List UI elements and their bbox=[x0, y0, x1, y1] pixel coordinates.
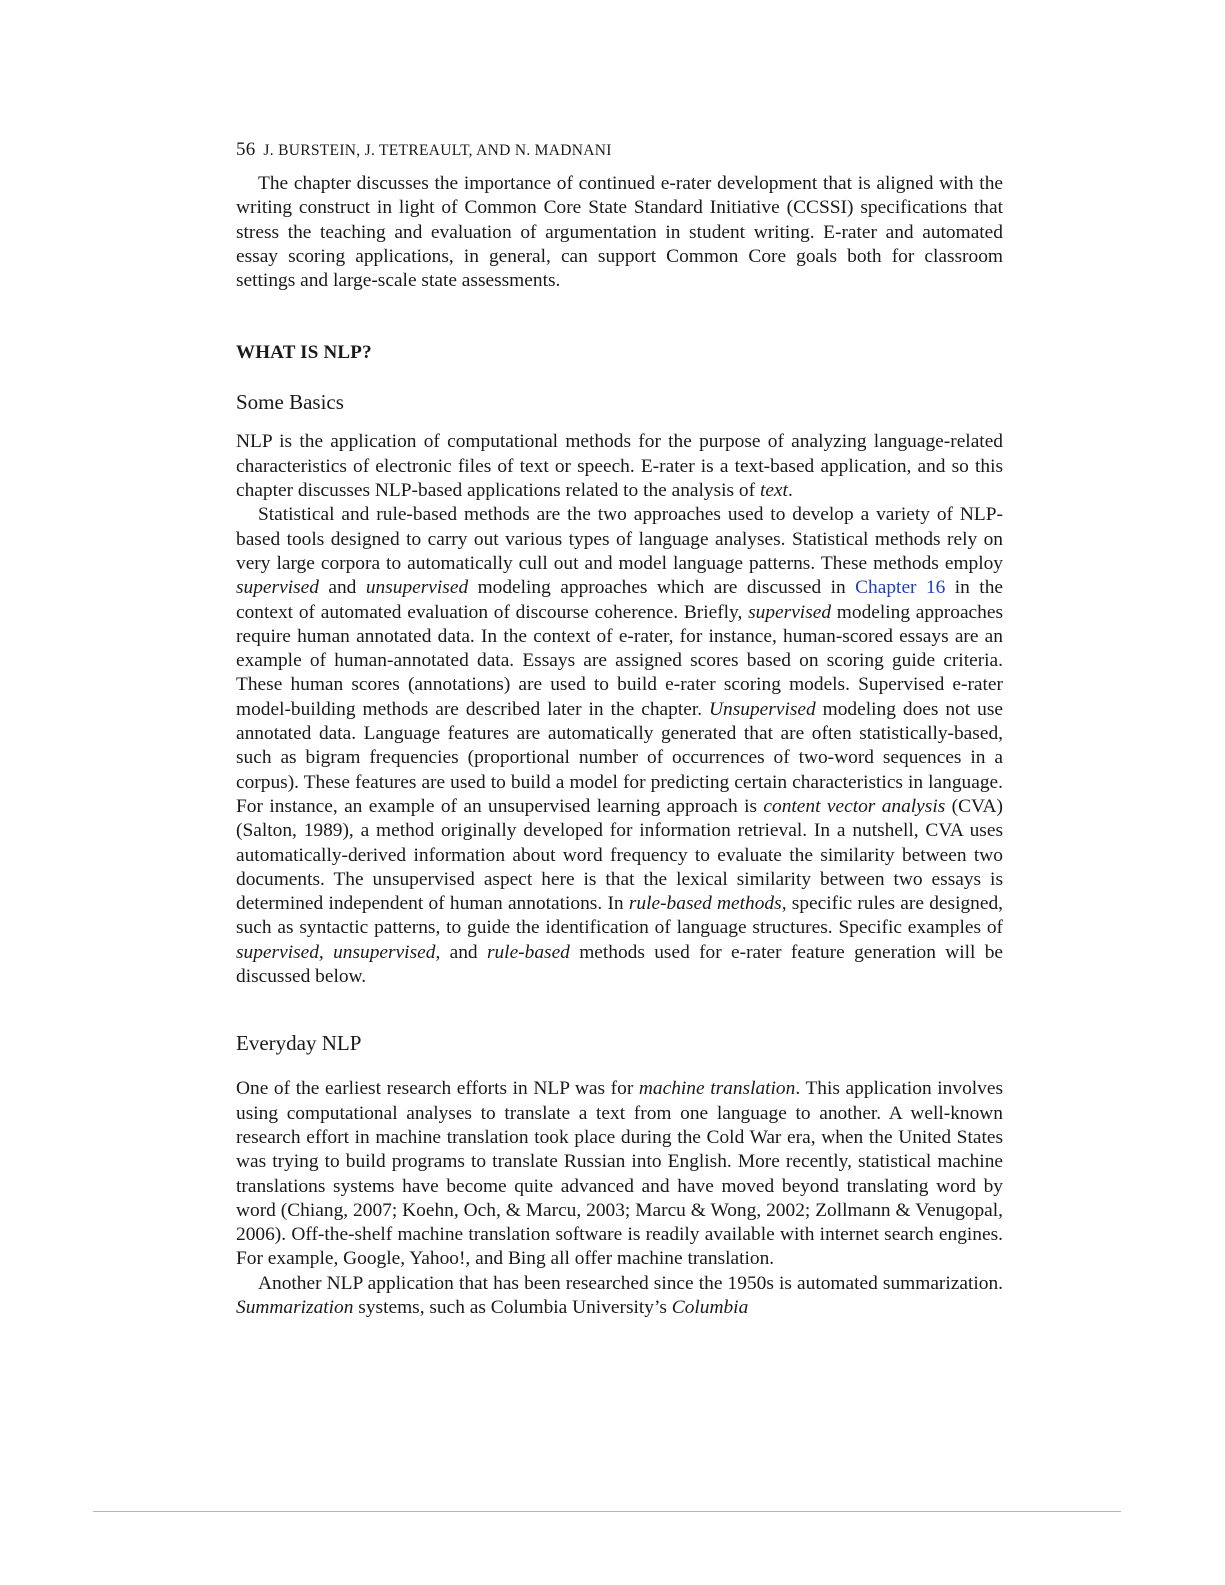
intro-paragraph: The chapter discusses the importance of continued e-rater development that is aligned with the writing construct in light of Common Core State Standard Initiative (CCSSI) specifications that stress the teaching and evaluation of argumentation in student writing. E-rater and automated essay scoring applications, in general, can support Common Core goals both for classroom settings and large-scale state assessments. bbox=[236, 173, 1003, 292]
subsection-title-basics: Some Basics bbox=[236, 390, 344, 415]
subsection-title-everyday: Everyday NLP bbox=[236, 1031, 362, 1056]
basics-paragraph-2: Statistical and rule-based methods are the two approaches used to develop a variety of NLP-based tools designed to carry out various types of language analyses. Statistical methods rely on very large corpora to automatically cull out and model language patterns. These methods employ supervised and unsupervised modeling approaches which are discussed in Chapter 16 in the context of automated evaluation of discourse coherence. Briefly, supervised modeling approaches require human annotated data. In the context of e-rater, for instance, human-scored essays are an example of human-annotated data. Essays are assigned scores based on scoring guide criteria. These human scores (annotations) are used to build e-rater scoring models. Supervised e-rater model-building methods are described later in the chapter. Unsupervised modeling does not use annotated data. Language features are automatically generated that are often statistically-based, such as bigram frequencies (proportional number of occurrences of two-word sequences in a corpus). These features are used to build a model for predicting certain characteristics in language. For instance, an example of an unsupervised learning approach is content vector analysis (CVA) (Salton, 1989), a method originally developed for information retrieval. In a nutshell, CVA uses automatically-derived information about word frequency to evaluate the similarity between two documents. The unsupervised aspect here is that the lexical similarity between two essays is determined independent of human annotations. In rule-based methods, specific rules are designed, such as syntactic patterns, to guide the identification of language structures. Specific examples of supervised, unsupervised, and rule-based methods used for e-rater feature generation will be discussed below. bbox=[236, 504, 1004, 988]
page-number: 56 bbox=[236, 139, 256, 160]
basics-paragraph-1: NLP is the application of computational methods for the purpose of analyzing language-related characteristics of electronic files of text or speech. E-rater is a text-based application, and so this chapter discusses NLP-based applications related to the analysis of text. bbox=[236, 431, 1003, 502]
running-header-authors: J. BURSTEIN, J. TETREAULT, AND N. MADNANI bbox=[263, 142, 612, 159]
page-body bbox=[236, 138, 1003, 1320]
everyday-paragraph-1: One of the earliest research efforts in NLP was for machine translation. This application involves using computational analyses to translate a text from one language to another. A well-known research effort in machine translation took place during the Cold War era, when the United States was trying to build programs to translate Russian into English. More recently, statistical machine translations systems have become quite advanced and have moved beyond translating word by word (Chiang, 2007; Koehn, Och, & Marcu, 2003; Marcu & Wong, 2002; Zollmann & Venugopal, 2006). Off-the-shelf machine translation software is readily available with internet search engines. For example, Google, Yahoo!, and Bing all offer machine translation. bbox=[236, 1078, 1004, 1270]
everyday-paragraph-2: Another NLP application that has been researched since the 1950s is automated summarization. Summarization systems, such as Columbia University’s Columbia bbox=[236, 1272, 1003, 1318]
footer-divider bbox=[93, 1511, 1121, 1512]
running-header bbox=[236, 138, 1003, 163]
section-title: WHAT IS NLP? bbox=[236, 342, 372, 364]
chapter-16-link[interactable]: Chapter 16 bbox=[855, 577, 946, 599]
